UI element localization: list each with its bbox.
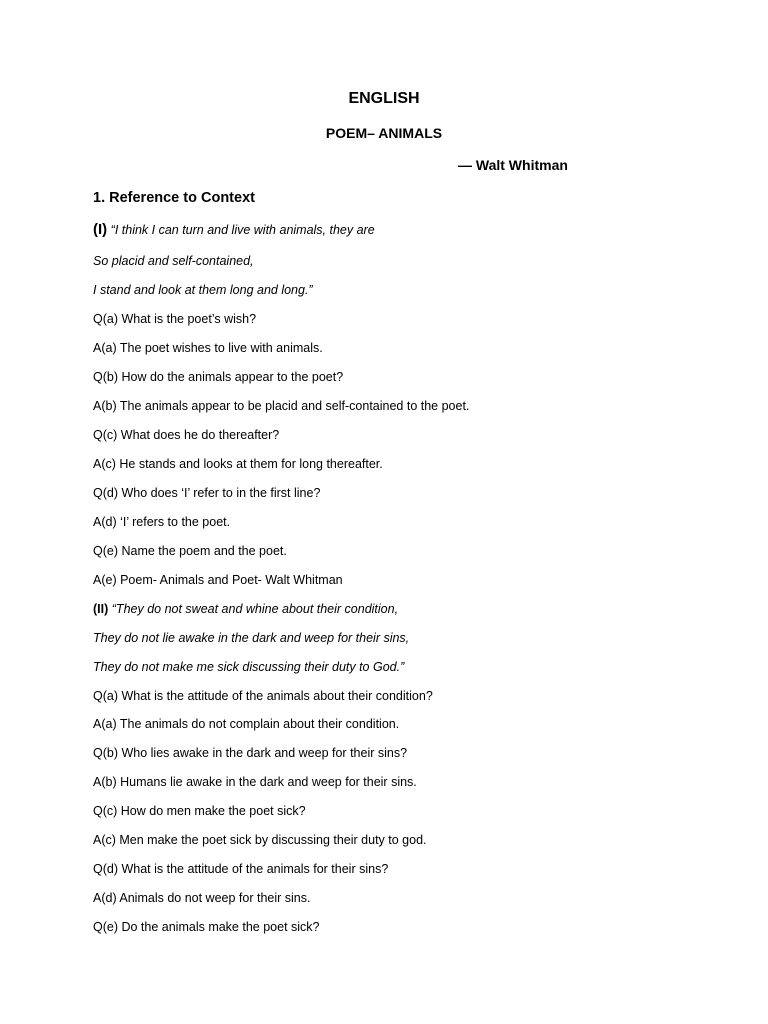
section-heading: 1. Reference to Context [93,190,255,206]
document-title: ENGLISH [348,90,420,107]
answer-1a: A(a) The poet wishes to live with animals. [93,341,323,355]
answer-1e: A(e) Poem- Animals and Poet- Walt Whitman [93,573,343,587]
question-2e: Q(e) Do the animals make the poet sick? [93,920,320,934]
excerpt-2-line-2: They do not lie awake in the dark and weep for their sins, [93,631,410,645]
question-2a: Q(a) What is the attitude of the animals about their condition? [93,689,433,703]
answer-2c: A(c) Men make the poet sick by discussing their duty to god. [93,833,427,847]
question-1b: Q(b) How do the animals appear to the poet? [93,370,344,384]
excerpt-1-line-3: I stand and look at them long and long.” [93,283,313,297]
question-1d: Q(d) Who does ‘I’ refer to in the first line? [93,486,321,500]
excerpt-2-line-1: (II) “They do not sweat and whine about their condition, [93,602,399,616]
poem-title: POEM– ANIMALS [325,125,443,141]
excerpt-1-line-2: So placid and self-contained, [93,254,254,268]
excerpt-1-number: (I) [93,221,108,238]
answer-2a: A(a) The animals do not complain about their condition. [93,717,400,731]
excerpt-2-line-3: They do not make me sick discussing their duty to God.” [93,660,405,674]
question-2c: Q(c) How do men make the poet sick? [93,804,306,818]
answer-1b: A(b) The animals appear to be placid and self-contained to the poet. [93,399,470,413]
answer-1d: A(d) ‘I’ refers to the poet. [93,515,231,529]
answer-2b: A(b) Humans lie awake in the dark and weep for their sins. [93,775,417,789]
excerpt-1-line-1: (I) “I think I can turn and live with animals, they are [93,221,375,238]
question-1e: Q(e) Name the poem and the poet. [93,544,287,558]
question-1c: Q(c) What does he do thereafter? [93,428,280,442]
poem-author: — Walt Whitman [458,157,568,173]
excerpt-2-number: (II) [93,602,109,616]
question-2d: Q(d) What is the attitude of the animals for their sins? [93,862,389,876]
question-1a: Q(a) What is the poet’s wish? [93,312,257,326]
question-2b: Q(b) Who lies awake in the dark and weep for their sins? [93,746,408,760]
answer-1c: A(c) He stands and looks at them for long thereafter. [93,457,383,471]
answer-2d: A(d) Animals do not weep for their sins. [93,891,311,905]
